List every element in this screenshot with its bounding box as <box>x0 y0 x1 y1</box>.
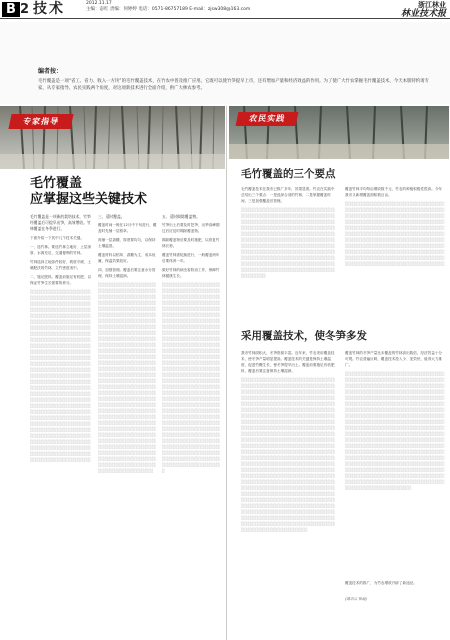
section-name: 技术 <box>33 1 65 17</box>
header-right <box>401 1 446 19</box>
header-meta <box>86 1 250 13</box>
right-article <box>226 106 450 640</box>
paragraph: 覆盖竹林需轮换进行，一般覆盖两年后要休养一年。 <box>162 253 220 264</box>
right-column-a <box>241 186 337 326</box>
paragraph: 毛竹覆盖是一项新的栽培技术，竹笋经覆盖后可提早出笋，高效增收。竹林覆盖在冬季进行。 <box>30 214 91 232</box>
right-column-d <box>345 350 445 580</box>
header-date: 2012.11.17 <box>86 1 112 6</box>
paper-logo: 林业技术报 <box>400 9 446 19</box>
paragraph: 下面介绍一下其中几个技术关键。 <box>30 235 84 240</box>
paragraph: 毛竹覆盖技术在我市已推广多年，效果显著。竹农在实践中总结出三个要点：一是选择合适的竹林，二是掌握覆盖时间，三是加强覆盖后管理。 <box>241 187 335 203</box>
section-tag-right: 农民实践 <box>236 112 299 126</box>
text-filler: ░░░░░░░░░░░░░░░░░░░░░░░░░░░░░░░░░░░░░░░░░░░░░░░░░░░░░░░░░░░░░░░░░░░░░░░░░░░░░░░░░░░░░░░░░░░░░░░░░░░░░░░░░░░░░░░░░░░░░░░░░░░░░░░░░░░░░░░░░░░░░░░░░░░░░░░░░░░░░░░░░░░░░░░░░░░░░░░░░░░░░░░░░░░░░░░░░░░░░░░░░░░░░░░░░░░░░░░░░░░░░░░░░░░░░░░░░░░░░░░░░░░░░░░░░░░░░░░░░░░░░░░░░░░░░░░░░░░░░░░░░░░░░░░░░░░░░░░░░░░░░░░░░░░░░░░░░░░░░░░░░░░░░░░░░░░░░░░░░░░░░░░░░░░░░░░░░░░░░░░░░░░░░░░░░░░░░░░░░░░░░░░░░░░░░░░░░░░░░░░░░░░░░░░░░░░░░░░░░░░░░░░░░░░░░░░░░░░░░░░░░░░░░░░░░░░░░░░░░░░░░░░░░░░░░░░░░░░░░░░░░░░░░░░░░░░░░░░░░░░░░░░░░░░░░░░░░░░░░░░░░░░░░░░░░░░░░░░░░░░░░░░░░░░░░░░░░░░░░░░░░░░░░░░░░░░░░░░░░░░░░░░░░░░░░░░░░░░░░░░░░░░░░░░░░░░░░░░░░░░░░░░░░░░░░░░░░░░░░░░░░░░░░░░░░░░░░░░░░░░░░░░░░░░░░░░░░░░░░░░░░░░░░░░░░░░░░░░░░░░░░░░░░░░░░░░░░░░░░░░░░░░░░░░░░░░░░░░░░░░░░░░░░░░░░░░░░░░░░░░░░░░░░░░░░░░░░░░░░░░░░░░░░░░░░░░░░░░░░░░░░░░░░░░░░░░░░░░░░░░░░░░░░░░░░░░░░░░░░░░░░░░░░░░░░░░░░░░░░░░░░░░░░░░░░░░░░░ <box>241 378 335 532</box>
header-phone: 电话：0571-86757189 <box>138 7 188 12</box>
paragraph: 三、适时覆盖。 <box>98 214 125 219</box>
editor-note <box>0 22 450 104</box>
right-column-b <box>345 186 445 326</box>
author-credit: (通讯员 报道) <box>345 597 367 601</box>
paper-name: 浙江林业 <box>418 1 446 9</box>
paragraph: 覆盖竹林平均每亩增收数千元，竹农的种植积极性很高。今年我市又新增覆盖面积数百亩。 <box>345 187 443 197</box>
paragraph: 二、施足肥料。覆盖前施足有机肥，以保证竹笋生长需要的养分。 <box>30 274 92 285</box>
paragraph: 一、选竹林。要选竹林立地好、土层深厚、水源充足、交通便利的竹林。 <box>30 244 92 255</box>
paragraph: 覆盖竹林的冬笋产量比未覆盖的竹林高出数倍，经济效益十分可观。竹农普遍反映，覆盖技术投入少、见效快，值得大力推广。 <box>345 351 443 367</box>
right-headline-1: 毛竹覆盖的三个要点 <box>241 168 336 180</box>
left-headline-line2: 应掌握这些关键技术 <box>30 192 148 207</box>
editor-note-text: 毛竹覆盖是一项“省工、省力、收入一方块”的毛竹覆盖技术，在竹农中普及推广应用。它既可以使竹笋提早上市，还有增加产量和经济效益的作用。为了使广大竹农掌握毛竹覆盖技术，今天本版特约请专家，从专家指导、农民实践两个角度，对这项新技术进行全面介绍，供广大林农参考。 <box>38 79 429 91</box>
bamboo-photo-left <box>0 106 225 169</box>
header-editor: 主编：宓红 责编：何婷婷 <box>86 7 137 12</box>
paragraph: 四、加强管理。覆盖后要注意水分管理，保持土壤湿润。 <box>98 268 156 279</box>
paragraph: 再铺一层砻糠，厚度要均匀，以保持土壤温度。 <box>98 238 156 249</box>
text-filler: ░░░░░░░░░░░░░░░░░░░░░░░░░░░░░░░░░░░░░░░░░░░░░░░░░░░░░░░░░░░░░░░░░░░░░░░░░░░░░░░░░░░░░░░░░░░░░░░░░░░░░░░░░░░░░░░░░░░░░░░░░░░░░░░░░░░░░░░░░░░░░░░░░░░░░░░░░░░░░░░░░░░░░░░░░░░░░░░░░░░░░░░░░░░░░░░░░░░░░░░░░░░░░░░░░░░░░░░░░░░░░░░░░░░░░░░░░░░░░░░░░░░░░░░░░░░░░░░░░░░░░░░░░░░░░░░░░░░░░░░░░░░░░░░░░░░░░░░░░░░░░░░░░░░░░░░░░░░░░░░░░░░░░░░░░░░░░░░░░░░░░░░░░░░░░░░░░░░░░░░░░░░░░░░░░░░░░░░░░░░░░░░░░░░░░░░░░░░░░░░░░░░░░░░░░░░░░░░░░░░░░░░░░░░░░░░░░░░░░░░░░░░░░░░░░░░░░░░░░░░░░░░░░░░░░░░░░░░░░░░░░░░░░░░░░░░░░░░░░░░░░░░░░░░░░░░░░░░░░░░░░░░░░░░░░░░░░░░░░░░░░░░░░░░░░░░░░░░░░░░░░░░░░░░░░░░░░░░░░░░░░░░░░░░░░░░░░░░░░░░░░░░░░░░░░░░░░░░░░░░░░░░░░░░░░░░░░░░░░░ <box>30 289 91 462</box>
left-headline <box>30 176 147 208</box>
left-article <box>0 106 225 640</box>
left-column-3 <box>162 214 222 634</box>
left-column-2 <box>98 214 158 634</box>
section-tag-left: 专家指导 <box>8 114 73 129</box>
section-letter: B <box>2 2 20 17</box>
text-filler: ░░░░░░░░░░░░░░░░░░░░░░░░░░░░░░░░░░░░░░░░░░░░░░░░░░░░░░░░░░░░░░░░░░░░░░░░░░░░░░░░░░░░░░░░░░░░░░░░░░░░░░░░░░░░░░░░░░░░░░░░░░░░░░░░░░░░░░░░░░░░░░░░░░░░░░░░░░░░░░░░░░░░░░░░░░░░░░░░░░░░░░░░░░░░░░░░░░░░░░░░░░░░░░░░░░░░░░░░░░░░░░░░░░░░░░░░░░░░░░░░░░░░░░░░░░░░░░░░░░░░░░░░░░░░░░░░░░░░░░░░░░░░░░░░░░░░░░░░░░░░░░░░░░░░░░░░░░░░░░░░░░░░░░░░░░░░░░░░░░░░░░░░░░░░░░░░░░░░░░░░░░░░░░░░░░░░░░░░░░░░░░░░░░░░░░░░░░░░ <box>345 202 445 266</box>
paragraph: 揭除覆盖物后要及时施肥，以恢复竹林长势。 <box>162 238 220 249</box>
paragraph: 我市竹林面积大，冬笋资源丰富。近年来，竹农采用覆盖技术，使冬笋产量明显提高。覆盖技术的关键是保持土壤温度，促进竹鞭生长，使冬笋提早出土。覆盖前要施足有机肥料，覆盖后要注意保持土壤湿润。 <box>241 351 335 373</box>
paragraph: 做好竹林的病虫害防治工作，保障竹林健康生长。 <box>162 268 220 279</box>
paragraph: 覆盖时间一般在12月中下旬进行，覆盖时先铺一层稻草。 <box>98 223 157 234</box>
header-email: E-mail：zjsw308@163.com <box>189 7 251 12</box>
bamboo-photo-right <box>229 106 449 159</box>
section-number: 2 <box>20 2 30 17</box>
paragraph: 竹林选择立地条件较好、坡度平缓、土壤肥沃的竹林，立竹密度适中。 <box>30 259 92 270</box>
right-headline-2: 采用覆盖技术，使冬笋多发 <box>241 330 367 342</box>
paragraph: 覆盖材料以稻草、砻糠为主，成本低廉，保温效果较好。 <box>98 253 156 264</box>
text-filler: ░░░░░░░░░░░░░░░░░░░░░░░░░░░░░░░░░░░░░░░░░░░░░░░░░░░░░░░░░░░░░░░░░░░░░░░░░░░░░░░░░░░░░░░░░░░░░░░░░░░░░░░░░░░░░░░░░░░░░░░░░░░░░░░░░░░░░░░░░░░░░░░░░░░░░░░░░░░░░░░░░░░░░░░░░░░░░░░░░░░░░░░░░░░░░░░░░░░░░░░░░░░░░░░░░░░░░░░░░░░░░░░░░░░░░░░░░░░░░░░░░░░░░░░░░░░░░░░░░░░░░░░░░░░░░░░░░░░░░░░░░░░░░░░░░░░░░░░░░░░░░░░░░░░░░░░░░░░░░░░░░░░░░░░░░░░░░░░░░░░░░░░░░░░░░░░░░░░░░░░░░░░░░░░░░░░░░░░░░░░░░░░░░░░░░░░░░░░░░░░░░░░░░░░░░░░░░░░░░░░░░░░░░░░░░░░░░░░░░░░░░░░░░░░░░░░░░░░░░░░░░░░░░░░░░░░░░░░░░░░░░░░░░░░░░░░░░░░░░░░░░░░░░░░░░░░░░░░░░░░░░░░░░░░░░░░░░░░░░░░░░░░░░░░░░░░░░░░░░░░░░░░░░░░░░░░░░░░░░░░░░░░░░░░░░░░░░░░░░░░░░░░░░░░░░░░░░░░░░░░░░░░░░░░░░░░░░░░░░░░░░░░░░░░░░░░░ <box>162 283 221 474</box>
page-header <box>0 0 450 21</box>
text-filler: ░░░░░░░░░░░░░░░░░░░░░░░░░░░░░░░░░░░░░░░░░░░░░░░░░░░░░░░░░░░░░░░░░░░░░░░░░░░░░░░░░░░░░░░░░░░░░░░░░░░░░░░░░░░░░░░░░░░░░░░░░░░░░░░░░░░░░░░░░░░░░░░░░░░░░░░░░░░░░░░░░░░░░░░░░░░░░░░░░░░░░░░░░░░░░░░░░░░░░░░░░░░░░░░░░░░░░░░░░░░░░░░░░░░░░░░░░░░░░░░░░░░░░░░░░░░░░░░░░░░░░░░░░░░░░░░░░░░░░░░░░░░░░░░░░░░░░░░░░░░░░░░░░░░░░░░░░░░░░░░░░░░░░░░░░░░░░░░░░░░░░░░░░░░░░░░░░░░░░░░░░░░░░░░░░░░░░░░░░░░░░░░ <box>241 208 335 278</box>
left-headline-line1: 毛竹覆盖 <box>30 176 83 191</box>
text-filler: ░░░░░░░░░░░░░░░░░░░░░░░░░░░░░░░░░░░░░░░░░░░░░░░░░░░░░░░░░░░░░░░░░░░░░░░░░░░░░░░░░░░░░░░░░░░░░░░░░░░░░░░░░░░░░░░░░░░░░░░░░░░░░░░░░░░░░░░░░░░░░░░░░░░░░░░░░░░░░░░░░░░░░░░░░░░░░░░░░░░░░░░░░░░░░░░░░░░░░░░░░░░░░░░░░░░░░░░░░░░░░░░░░░░░░░░░░░░░░░░░░░░░░░░░░░░░░░░░░░░░░░░░░░░░░░░░░░░░░░░░░░░░░░░░░░░░░░░░░░░░░░░░░░░░░░░░░░░░░░░░░░░░░░░░░░░░░░░░░░░░░░░░░░░░░░░░░░░░░░░░░░░░░░░░░░░░░░░░░░░░░░░░░░░░░░░░░░░░░░░░░░░░░░░░░░░░░░░░░░░░░░░░░░░░░░░░░░░░░░░░░░░░░░░░░░░░░░░░░░░░░░░░░░░░░░░░░░░░░░░░░░░░░░░░░░░░░░░░░░░░░░░░░░░░░░░░░░░░░░░░░░░░░░░░░░░░░░░░░░░░░░░░░░░░░░░░░░░░░░░░░░░░░░░░░░░░░░░░░░░░░░░░░░░░░░░░░░░░░░░░░░░░░░░░░░░░░░░░░░░░░░░░░░░░░░░░░░░░░░░░░░░░░░░░░░░░░░░░░░░░░░░░░░░░░░░ <box>98 283 157 474</box>
right-column-c <box>241 350 337 636</box>
left-column-1 <box>30 214 93 634</box>
closing-paragraph: 覆盖技术的推广，为竹农增收开辟了新途径。 <box>345 581 417 585</box>
text-filler: ░░░░░░░░░░░░░░░░░░░░░░░░░░░░░░░░░░░░░░░░░░░░░░░░░░░░░░░░░░░░░░░░░░░░░░░░░░░░░░░░░░░░░░░░░░░░░░░░░░░░░░░░░░░░░░░░░░░░░░░░░░░░░░░░░░░░░░░░░░░░░░░░░░░░░░░░░░░░░░░░░░░░░░░░░░░░░░░░░░░░░░░░░░░░░░░░░░░░░░░░░░░░░░░░░░░░░░░░░░░░░░░░░░░░░░░░░░░░░░░░░░░░░░░░░░░░░░░░░░░░░░░░░░░░░░░░░░░░░░░░░░░░░░░░░░░░░░░░░░░░░░░░░░░░░░░░░░░░░░░░░░░░░░░░░░░░░░░░░░░░░░░░░░░░░░░░░░░░░░░░░░░░░░░░░░░░░░░░░░░░░░░░░░░░░░░░░░░░░░░░░░░░░░░░░░░░░░░░░░░░░░░░░░░░░░░░░░░░░░░░░░░░░░░░░░░░░░░░░░░░░░░░░░░░░░░░░░░░░░░░░░░░░░░░░░░░░░░░░░░░░░░░░░░░░░░░░░░░░░░░░░░░░░░░░░░░░░░░░░░░░░░░░░░░░░░░░░░░░░░░░░░░░░░░░░░░░░░░░░░░░░░░░░░░░░░░░░░░░░░░░░░░░░░░░░░░░░░░░░░░░░░░░░░░░░░░░░░░░░░░░░░░░░░░░░░░░░░░░░░░░░░░░░░░░░░░░░░░░░░░░░░░░░░░░░░░░░░░░░░░░░░░░░░░ <box>345 372 445 490</box>
paragraph: 竹笋出土后要及时挖笋，出笋高峰期过后应及时揭除覆盖物。 <box>162 223 220 234</box>
paragraph: 五、适时揭除覆盖物。 <box>162 214 200 219</box>
editor-note-label: 编者按： <box>38 68 63 75</box>
